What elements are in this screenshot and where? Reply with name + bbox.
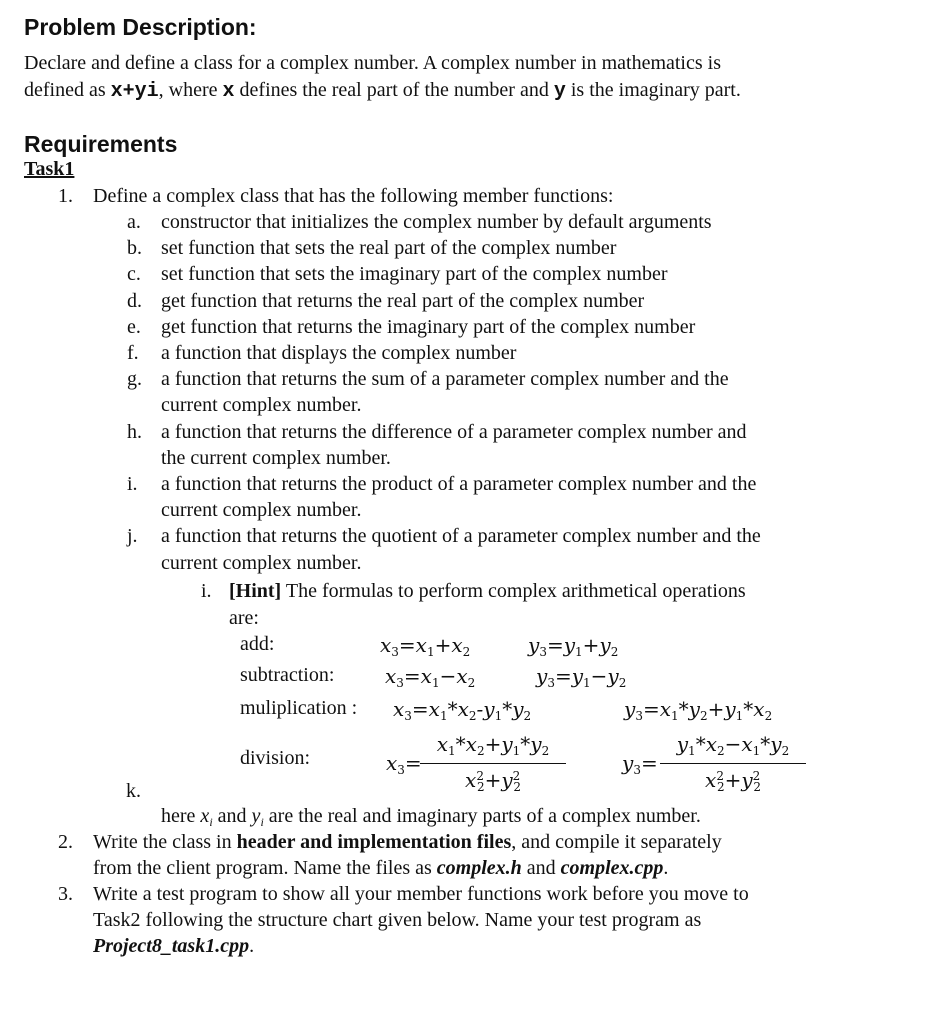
item-2-text: Write the class in	[93, 831, 237, 853]
division-label: division:	[240, 747, 311, 769]
k-label: k.	[126, 780, 141, 802]
file-project8-task1: Project8_task1.cpp	[93, 935, 250, 957]
add-formula-y: $y_3=y_1+y_2$	[528, 633, 619, 659]
item-2-text: and	[521, 857, 561, 879]
subitem-label: b.	[127, 237, 142, 260]
item-1-number: 1.	[58, 185, 73, 207]
page-title: Problem Description:	[24, 14, 257, 40]
code-xyi: x+yi	[110, 80, 159, 103]
intro-line-2	[24, 79, 741, 103]
hint-line-2: are:	[229, 607, 259, 629]
subtraction-formula-x: $x_3=x_1-x_2$	[385, 664, 476, 690]
item-2-line-2	[93, 857, 668, 880]
subtraction-formula-y: $y_3=y_1-y_2$	[536, 664, 627, 690]
here-text: and	[212, 805, 252, 827]
item-2-text: , and compile it separately	[511, 831, 722, 853]
division-y3: $y_3=$	[622, 751, 658, 777]
here-line	[161, 805, 701, 830]
subitem-text: a function that returns the quotient of a parameter complex number and the	[161, 525, 761, 548]
file-complex-h: complex.h	[436, 857, 522, 879]
subitem-text: a function that returns the sum of a parameter complex number and the	[161, 368, 729, 391]
hint-bold: [Hint]	[229, 580, 282, 602]
item-3-number: 3.	[58, 883, 73, 905]
item-3-line-2: Task2 following the structure chart given below. Name your test program as	[93, 909, 702, 931]
code-y: y	[553, 80, 566, 103]
subitem-label: a.	[127, 211, 141, 233]
requirements-heading: Requirements	[24, 131, 178, 157]
item-2-number: 2.	[58, 831, 73, 853]
add-formula-x: $x_3=x_1+x_2$	[380, 633, 471, 659]
hint-number: i.	[201, 580, 212, 602]
subitem-text: a function that returns the product of a parameter complex number and the	[161, 473, 757, 495]
subitem-label: e.	[127, 315, 141, 338]
subitem-label: f.	[127, 342, 139, 364]
multiplication-formula-x: $x_3=x_1*x_2-y_1*y_2$	[393, 697, 532, 723]
subitem-label: g.	[127, 368, 142, 391]
subitem-text: current complex number.	[161, 551, 362, 574]
subitem-text: get function that returns the real part of the complex number	[161, 289, 645, 312]
subitem-label: d.	[127, 289, 142, 312]
var-y: y	[251, 805, 261, 827]
hint-line-1	[229, 580, 746, 603]
item-2-line-1	[93, 831, 722, 854]
subitem-text: set function that sets the imaginary part of the complex number	[161, 263, 668, 286]
item-3-line-1: Write a test program to show all your member functions work before you move to	[93, 883, 749, 905]
subitem-text: get function that returns the imaginary part of the complex number	[161, 315, 696, 338]
subitem-text: a function that returns the difference of a parameter complex number and	[161, 420, 747, 443]
intro-text: is the imaginary part.	[565, 79, 741, 101]
code-x: x	[222, 80, 235, 103]
intro-line-1: Declare and define a class for a complex number. A complex number in mathematics is	[24, 52, 721, 74]
item-2-bold: header and implementation files	[236, 831, 512, 853]
here-text: are the real and imaginary parts of a complex number.	[263, 805, 701, 827]
subitem-text: a function that displays the complex number	[161, 342, 517, 364]
item-3-text: .	[249, 935, 255, 957]
subitem-label: c.	[127, 263, 141, 286]
var-sub: i	[260, 815, 264, 829]
item-2-text: from the client program. Name the files as	[93, 857, 437, 879]
var-x: x	[200, 805, 210, 827]
file-complex-cpp: complex.cpp	[560, 857, 664, 879]
subtraction-label: subtraction:	[240, 664, 335, 686]
hint-text: The formulas to perform complex arithmetical operations	[281, 580, 746, 602]
item-3-line-3	[93, 935, 254, 958]
add-label: add:	[240, 633, 275, 655]
item-1-text: Define a complex class that has the following member functions:	[93, 185, 614, 207]
subitem-text: current complex number.	[161, 499, 362, 522]
division-fraction-y: $\frac{y_1*x_2-x_1*y_2}{x^2_2+y^2_2}$	[660, 733, 806, 798]
subitem-label: j.	[127, 525, 138, 548]
subitem-text: constructor that initializes the complex number by default arguments	[161, 211, 712, 233]
var-sub: i	[209, 815, 213, 829]
here-text: here	[161, 805, 201, 827]
task-label: Task1	[24, 158, 75, 180]
multiplication-label: muliplication :	[240, 697, 358, 719]
subitem-text: set function that sets the real part of the complex number	[161, 237, 617, 260]
subitem-text: the current complex number.	[161, 446, 391, 469]
division-x3: $x_3=$	[386, 751, 422, 777]
intro-text: , where	[158, 79, 223, 101]
subitem-label: i.	[127, 473, 138, 495]
division-fraction-x: $\frac{x_1*x_2+y_1*y_2}{x^2_2+y^2_2}$	[420, 733, 566, 798]
intro-text: defines the real part of the number and	[234, 79, 554, 101]
subitem-text: current complex number.	[161, 394, 362, 417]
intro-text: defined as	[24, 79, 111, 101]
item-2-text: .	[663, 857, 669, 879]
multiplication-formula-y: $y_3=x_1*y_2+y_1*x_2$	[624, 697, 773, 723]
subitem-label: h.	[127, 420, 142, 443]
